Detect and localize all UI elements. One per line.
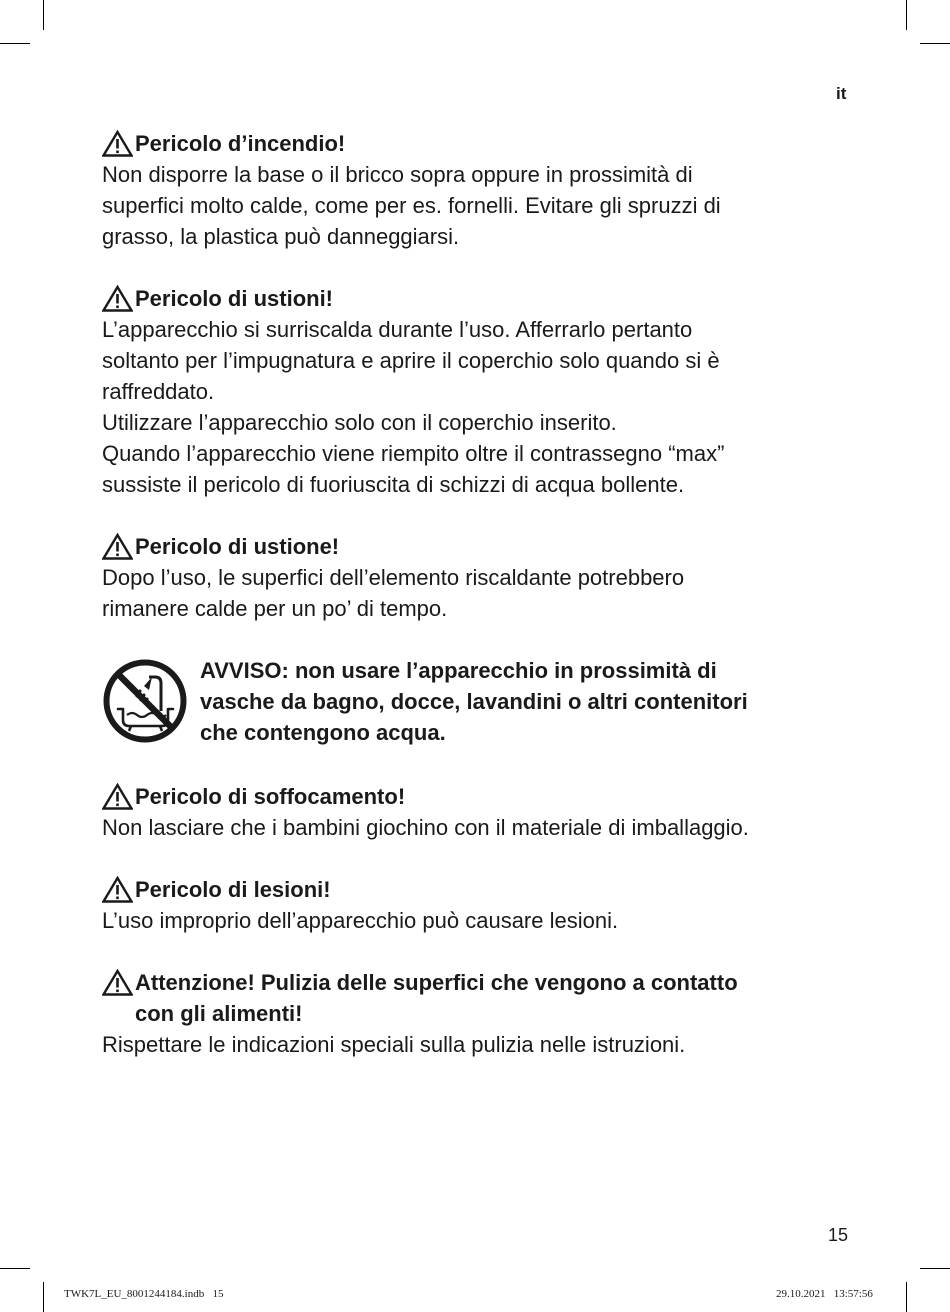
section-heading	[102, 967, 842, 1029]
body-line: Dopo l’uso, le superfici dell’elemento riscaldante potrebbero	[102, 565, 685, 590]
safety-content	[102, 128, 842, 1060]
food-contact-cleaning-section	[102, 967, 842, 1060]
no-bath-shower-icon	[102, 657, 200, 750]
body-line: soltanto per l’impugnatura e aprire il coperchio solo quando si è	[102, 348, 720, 373]
burn-hazard-section	[102, 283, 842, 500]
section-body	[102, 905, 842, 936]
warning-triangle-icon	[102, 781, 135, 812]
heating-element-section	[102, 531, 842, 624]
warning-triangle-icon	[102, 283, 135, 314]
body-line: sussiste il pericolo di fuoriuscita di schizzi di acqua bollente.	[102, 472, 685, 497]
section-body	[102, 159, 842, 252]
body-line: grasso, la plastica può danneggiarsi.	[102, 224, 460, 249]
page-number: 15	[828, 1225, 849, 1245]
section-title: Pericolo d’incendio!	[135, 131, 346, 156]
body-line: Non lasciare che i bambini giochino con il materiale di imballaggio.	[102, 815, 749, 840]
notice-text	[200, 655, 748, 748]
water-warning-notice	[102, 655, 842, 750]
section-title: Pericolo di ustione!	[135, 534, 340, 559]
section-body	[102, 1029, 842, 1060]
section-heading	[102, 874, 842, 905]
notice-line: che contengono acqua.	[200, 720, 446, 745]
warning-triangle-icon	[102, 874, 135, 905]
footer-file: TWK7L_EU_8001244184.indb 15	[64, 1288, 224, 1300]
crop-mark	[43, 1282, 44, 1312]
crop-mark	[920, 43, 950, 44]
title-line: con gli alimenti!	[135, 1001, 303, 1026]
body-line: superfici molto calde, come per es. fornelli. Evitare gli spruzzi di	[102, 193, 721, 218]
language-tag: it	[836, 84, 847, 103]
crop-mark	[906, 0, 907, 30]
crop-mark	[43, 0, 44, 30]
section-heading	[102, 283, 842, 314]
suffocation-hazard-section	[102, 781, 842, 843]
section-heading	[102, 128, 842, 159]
section-body	[102, 812, 842, 843]
section-body	[102, 562, 842, 624]
body-line: Rispettare le indicazioni speciali sulla pulizia nelle istruzioni.	[102, 1032, 686, 1057]
section-title: Pericolo di ustioni!	[135, 286, 334, 311]
body-line: L’apparecchio si surriscalda durante l’uso. Afferrarlo pertanto	[102, 317, 693, 342]
notice-line: AVVISO: non usare l’apparecchio in prossimità di	[200, 658, 717, 683]
body-line: L’uso improprio dell’apparecchio può causare lesioni.	[102, 908, 619, 933]
crop-mark	[906, 1282, 907, 1312]
warning-triangle-icon	[102, 967, 135, 998]
body-line: Utilizzare l’apparecchio solo con il coperchio inserito.	[102, 410, 617, 435]
fire-hazard-section	[102, 128, 842, 252]
warning-triangle-icon	[102, 128, 135, 159]
section-title: Pericolo di lesioni!	[135, 877, 331, 902]
injury-hazard-section	[102, 874, 842, 936]
crop-mark	[0, 43, 30, 44]
body-line: rimanere calde per un po’ di tempo.	[102, 596, 448, 621]
crop-mark	[920, 1268, 950, 1269]
body-line: Non disporre la base o il bricco sopra oppure in prossimità di	[102, 162, 693, 187]
section-body	[102, 314, 842, 500]
notice-line: vasche da bagno, docce, lavandini o altri contenitori	[200, 689, 748, 714]
section-title	[135, 967, 842, 1029]
section-heading	[102, 531, 842, 562]
section-title: Pericolo di soffocamento!	[135, 784, 406, 809]
footer-timestamp: 29.10.2021 13:57:56	[776, 1288, 873, 1300]
body-line: Quando l’apparecchio viene riempito oltre il contrassegno “max”	[102, 441, 725, 466]
title-line: Attenzione! Pulizia delle superfici che vengono a contatto	[135, 970, 738, 995]
crop-mark	[0, 1268, 30, 1269]
section-heading	[102, 781, 842, 812]
body-line: raffreddato.	[102, 379, 215, 404]
warning-triangle-icon	[102, 531, 135, 562]
